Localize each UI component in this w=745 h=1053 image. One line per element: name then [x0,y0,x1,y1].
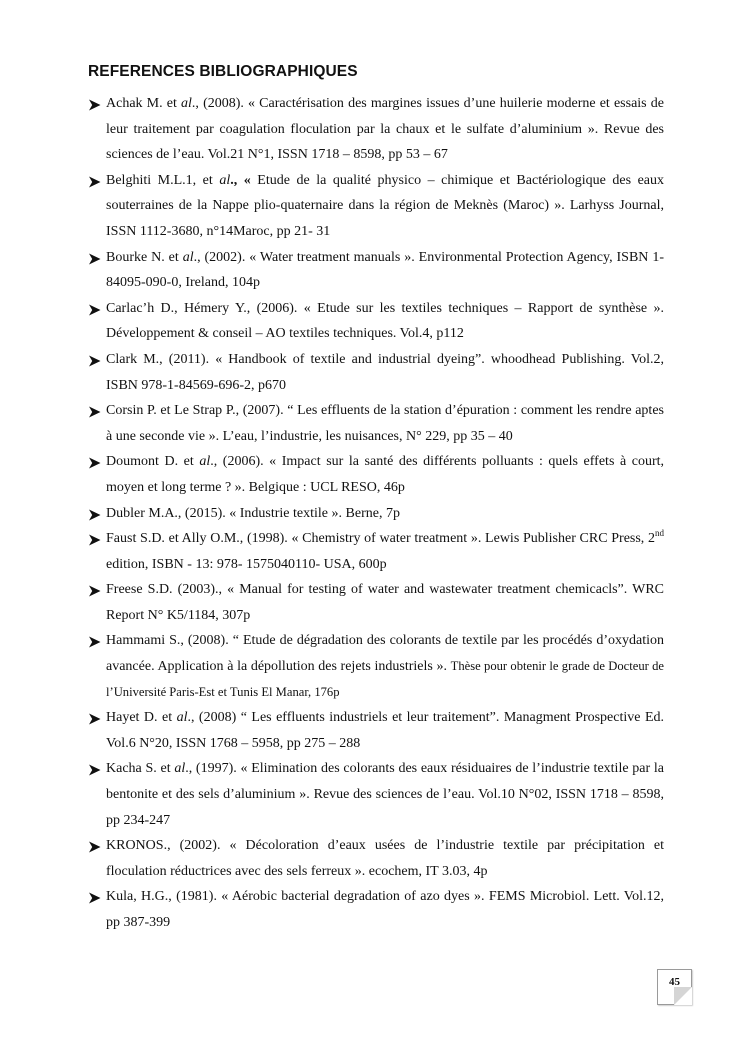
reference-item: KRONOS., (2002). « Décoloration d’eaux usées de l’industrie textile par précipitation et floculation réductrices avec des sels ferreux ». ecochem, IT 3.03, 4p [88,833,664,884]
reference-item: Freese S.D. (2003)., « Manual for testing of water and wastewater treatment chemicacls”. WRC Report N° K5/1184, 307p [88,577,664,628]
reference-item: Hayet D. et al., (2008) “ Les effluents industriels et leur traitement”. Managment Prospective Ed. Vol.6 N°20, ISSN 1768 – 5958, pp 275 – 288 [88,705,664,756]
arrowhead-bullet-icon [88,176,101,188]
arrowhead-bullet-icon [88,99,101,111]
page-title: REFERENCES BIBLIOGRAPHIQUES [88,63,358,80]
reference-item: Kacha S. et al., (1997). « Elimination des colorants des eaux résiduaires de l’industrie textile par la bentonite et des sels d’aluminium ». Revue des sciences de l’eau. Vol.10 N°02, ISSN 1718 – 8598, pp 234-247 [88,756,664,833]
reference-item: Achak M. et al., (2008). « Caractérisation des margines issues d’une huilerie moderne et essais de leur traitement par coagulation floculation par la chaux et le sulfate d’aluminium ». Revue des sciences de l’eau. Vol.21 N°1, ISSN 1718 – 8598, pp 53 – 67 [88,91,664,168]
arrowhead-bullet-icon [88,355,101,367]
reference-item: Clark M., (2011). « Handbook of textile and industrial dyeing”. whoodhead Publishing. Vol.2, ISBN 978-1-84569-696-2, p670 [88,347,664,398]
arrowhead-bullet-icon [88,253,101,265]
arrowhead-bullet-icon [88,764,101,776]
arrowhead-bullet-icon [88,406,101,418]
reference-list [88,91,664,936]
reference-item: Belghiti M.L.1, et al., « Etude de la qualité physico – chimique et Bactériologique des eaux souterraines de la Nappe plio-quaternaire dans la région de Meknès (Maroc) ». Larhyss Journal, ISSN 1112-3680, n°14Maroc, pp 21- 31 [88,168,664,245]
arrowhead-bullet-icon [88,713,101,725]
reference-item: Bourke N. et al., (2002). « Water treatment manuals ». Environmental Protection Agency, ISBN 1-84095-090-0, Ireland, 104p [88,245,664,296]
page-number-box [657,969,692,1005]
reference-item: Hammami S., (2008). “ Etude de dégradation des colorants de textile par les procédés d’oxydation avancée. Application à la dépollution des rejets industriels ». Thèse pour obtenir le grade de Docteur de l’Université Paris-Est et Tunis El Manar, 176p [88,628,664,705]
reference-item: Corsin P. et Le Strap P., (2007). “ Les effluents de la station d’épuration : comment les rendre aptes à une seconde vie ». L’eau, l’industrie, les nuisances, N° 229, pp 35 – 40 [88,398,664,449]
reference-item: Faust S.D. et Ally O.M., (1998). « Chemistry of water treatment ». Lewis Publisher CRC Press, 2nd edition, ISBN - 13: 978- 1575040110- USA, 600p [88,526,664,577]
page-fold-corner [674,987,692,1005]
arrowhead-bullet-icon [88,636,101,648]
page-number: 45 [669,976,680,988]
arrowhead-bullet-icon [88,457,101,469]
arrowhead-bullet-icon [88,304,101,316]
reference-item: Kula, H.G., (1981). « Aérobic bacterial degradation of azo dyes ». FEMS Microbiol. Lett. Vol.12, pp 387-399 [88,884,664,935]
reference-item: Dubler M.A., (2015). « Industrie textile ». Berne, 7p [88,501,664,527]
arrowhead-bullet-icon [88,585,101,597]
arrowhead-bullet-icon [88,841,101,853]
reference-item: Doumont D. et al., (2006). « Impact sur la santé des différents polluants : quels effets à court, moyen et long terme ? ». Belgique : UCL RESO, 46p [88,449,664,500]
reference-item: Carlac’h D., Hémery Y., (2006). « Etude sur les textiles techniques – Rapport de synthèse ». Développement & conseil – AO textiles techniques. Vol.4, p112 [88,296,664,347]
arrowhead-bullet-icon [88,892,101,904]
arrowhead-bullet-icon [88,534,101,546]
arrowhead-bullet-icon [88,509,101,521]
